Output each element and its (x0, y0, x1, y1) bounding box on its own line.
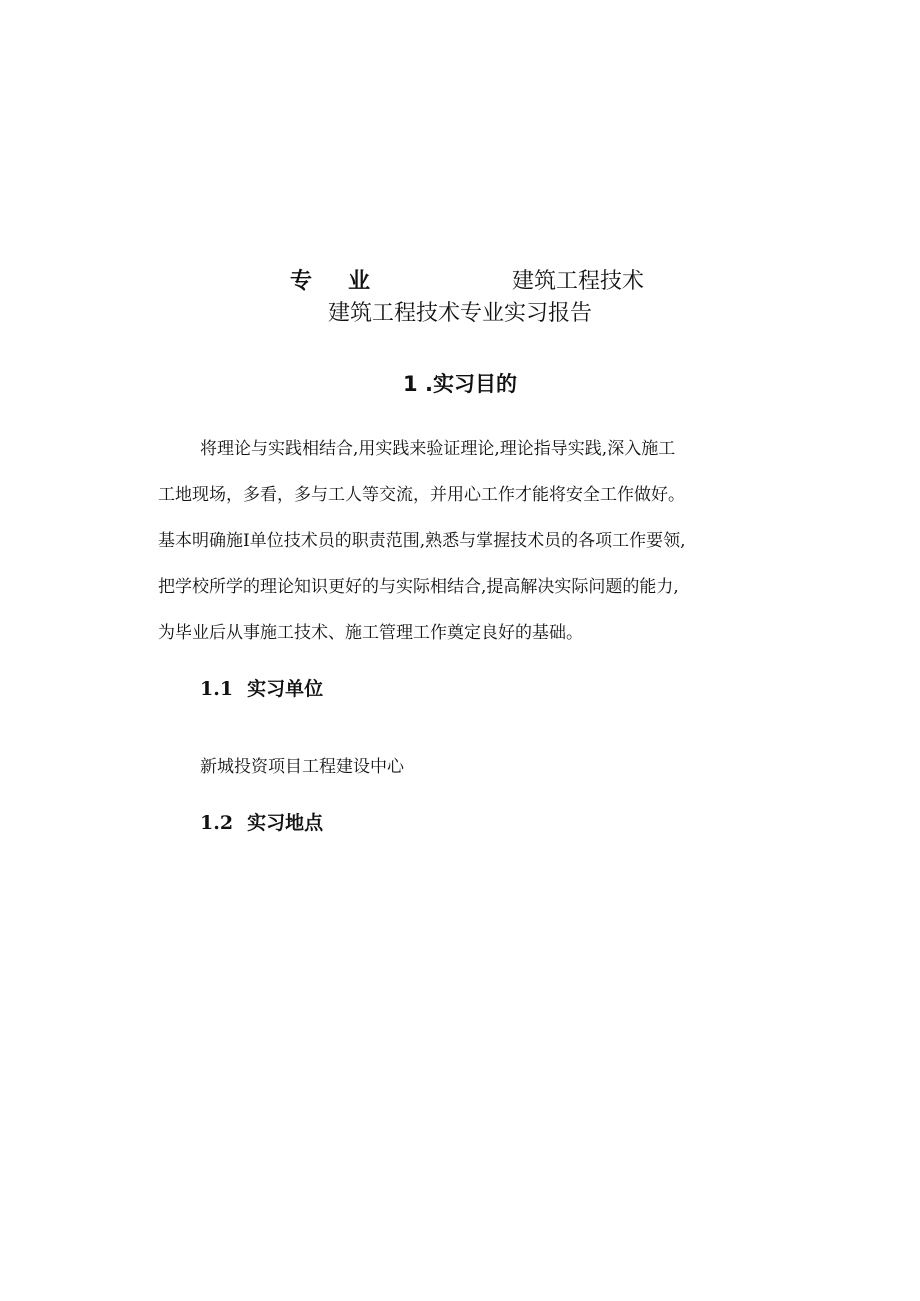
subsection-heading-unit (200, 674, 323, 704)
major-line (0, 266, 920, 298)
purpose-paragraph (158, 426, 778, 656)
paragraph-line: 把学校所学的理论知识更好的与实际相结合,提高解决实际问题的能力, (158, 577, 679, 597)
subsection-heading-location (200, 808, 323, 838)
internship-unit-name: 新城投资项目工程建设中心 (200, 757, 404, 777)
paragraph-line: 基本明确施I单位技术员的职责范围,熟悉与掌握技术员的各项工作要领, (158, 531, 686, 551)
subsection-title: 实习地点 (247, 812, 324, 834)
section-heading-purpose: 1 .实习目的 (403, 372, 517, 396)
major-label: 专业 (290, 269, 407, 294)
subsection-number: 1.2 (200, 812, 234, 834)
paragraph-line: 为毕业后从事施工技术、施工管理工作奠定良好的基础。 (158, 623, 583, 643)
paragraph-line: 将理论与实践相结合,用实践来验证理论,理论指导实践,深入施工 (200, 439, 676, 459)
paragraph-line: 工地现场，多看，多与工人等交流，并用心工作才能将安全工作做好。 (158, 485, 685, 505)
major-value: 建筑工程技术 (512, 269, 645, 294)
subsection-title: 实习单位 (247, 678, 324, 700)
report-title: 建筑工程技术专业实习报告 (327, 301, 592, 326)
subsection-number: 1.1 (200, 678, 234, 700)
